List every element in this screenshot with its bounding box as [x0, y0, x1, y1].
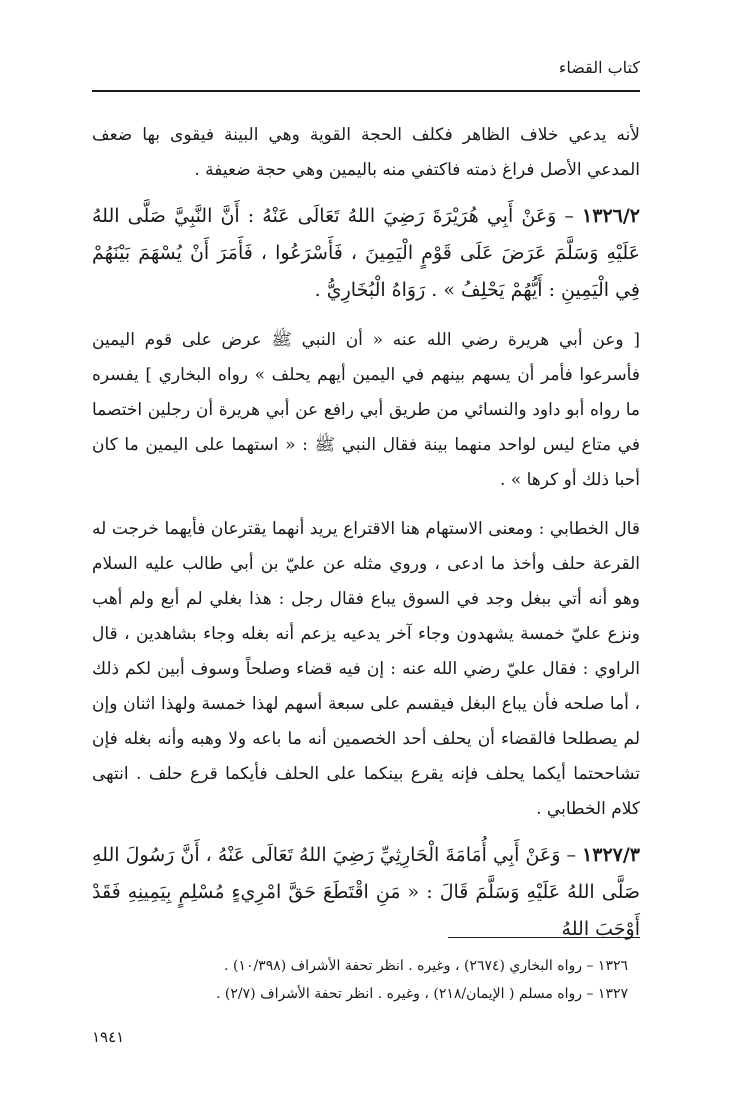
body-text	[92, 118, 640, 948]
page-number: ١٩٤١	[92, 1028, 125, 1046]
paragraph-commentary-2: [ وعن أبي هريرة رضي الله عنه « أن النبي ﷺ عرض على قوم اليمين فأسرعوا فأمر أن يسهم بينهم في اليمين أيهم يحلف » رواه البخاري ] يفسره ما رواه أبو داود والنسائي من طريق أبي رافع عن أبي هريرة أن رجلين اختصما في متاع ليس لواحد منهما بينة فقال النبي ﷺ : « استهما على اليمين ما كان أحبا ذلك أو كرها » .	[92, 330, 640, 490]
footnote-1327: ١٣٢٧ – رواه مسلم ( الإيمان/٢١٨) ، وغيره . انظر تحفة الأشراف (٢/٧) .	[216, 986, 628, 1002]
header-rule	[92, 90, 640, 92]
hadith-text: – وَعَنْ أَبِي أُمَامَةَ الْحَارِثِيِّ رَضِيَ اللهُ تَعَالَى عَنْهُ ، أَنَّ رَسُولَ اللهِ صَلَّى اللهُ عَلَيْهِ وَسَلَّمَ قَالَ : « مَنِ اقْتَطَعَ حَقَّ امْرِيءٍ مُسْلِمٍ بِيَمِينِهِ فَقَدْ أَوْجَبَ اللهُ	[92, 844, 640, 940]
hadith-text: – وَعَنْ أَبِي هُرَيْرَةَ رَضِيَ اللهُ تَعَالَى عَنْهُ : أَنَّ النَّبِيَّ صَلَّى اللهُ عَلَيْهِ وَسَلَّمَ عَرَضَ عَلَى قَوْمٍ الْيَمِينَ ، فَأَسْرَعُوا ، فَأَمَرَ أَنْ يُسْهَمَ بَيْنَهُمْ فِي الْيَمِينِ : أَيُّهُمْ يَحْلِفُ » . رَوَاهُ الْبُخَارِيُّ .	[92, 205, 640, 301]
running-title: كتاب القضاء	[558, 58, 640, 77]
paragraph-commentary-3: قال الخطابي : ومعنى الاستهام هنا الاقتراع يريد أنهما يقترعان فأيهما خرجت له القرعة حلف وأخذ ما ادعى ، وروي مثله عن عليّ بن أبي طالب عليه السلام وهو أنه أتي ببغل وجد في السوق يباع فقال رجل : هذا بغلي لم أبع ولم أهب ونزع عليّ خمسة يشهدون وجاء آخر يدعيه يزعم أنه بغله وجاء بشاهدين ، قال الراوي : فقال عليّ رضي الله عنه : إن فيه قضاء وصلحاً وسوف أبين لكم ذلك ، أما صلحه فأن يباع البغل فيقسم على سبعة أسهم لهذا خمسة ولهذا اثنان وإن لم يصطلحا فالقضاء أن يحلف أحد الخصمين أنه ما باعه ولا وهبه وأنه بغله فإن تشاححتما أيكما يحلف فإنه يقرع بينكما على الحلف فأيكما قرع حلف . انتهى كلام الخطابي .	[92, 519, 640, 819]
hadith-1327	[92, 837, 640, 948]
footnote-rule	[448, 937, 640, 938]
hadith-number: ١٣٢٦/٢	[582, 205, 640, 227]
hadith-1326	[92, 198, 640, 309]
paragraph-commentary-1: لأنه يدعي خلاف الظاهر فكلف الحجة القوية وهي البينة فيقوى بها ضعف المدعي الأصل فراغ ذمته فاكتفي منه باليمين وهي حجة ضعيفة .	[92, 125, 640, 180]
hadith-number: ١٣٢٧/٣	[582, 844, 640, 866]
footnote-1326: ١٣٢٦ – رواه البخاري (٢٦٧٤) ، وغيره . انظر تحفة الأشراف (١٠/٣٩٨) .	[224, 958, 628, 974]
footnotes	[92, 952, 628, 1008]
